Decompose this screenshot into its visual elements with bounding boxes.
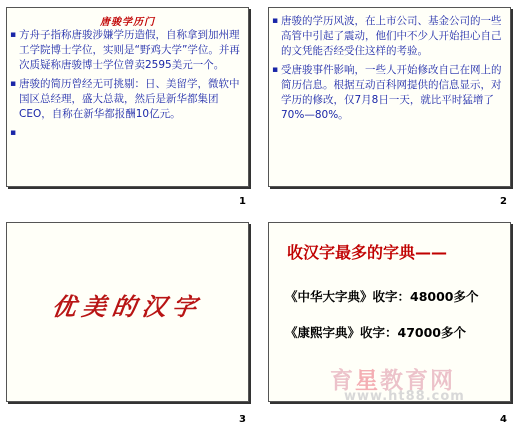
slide-number: 1 bbox=[239, 196, 246, 207]
bullet-icon: ▪ bbox=[272, 65, 279, 75]
watermark-text: 育 bbox=[330, 368, 355, 394]
bullet-item bbox=[272, 14, 504, 59]
slide-2-thumbnail[interactable] bbox=[268, 7, 511, 187]
bullet-item bbox=[10, 77, 242, 122]
bullet-icon: ▪ bbox=[10, 30, 17, 40]
slide-2-bullet-list bbox=[272, 14, 504, 127]
bullet-icon: ▪ bbox=[10, 79, 17, 89]
bullet-item bbox=[10, 28, 242, 73]
slide-4-heading: 收汉字最多的字典—— bbox=[287, 243, 448, 262]
slide-number: 4 bbox=[500, 414, 507, 425]
bullet-item bbox=[272, 63, 504, 123]
slide-3-thumbnail[interactable] bbox=[6, 222, 249, 402]
bullet-text: 受唐骏事件影响，一些人开始修改自己在网上的简历信息。根据互动百科网提供的信息显示，对学历的修改，仅7月8日一天，就比平时猛增了70%—80%。 bbox=[281, 64, 502, 121]
slide-1-thumbnail[interactable] bbox=[6, 7, 249, 187]
dictionary-line: 《中华大字典》收字：48000多个 bbox=[285, 289, 479, 304]
bullet-text: 唐骏的简历曾经无可挑剔：日、美留学，微软中国区总经理，盛大总裁，然后是新华都集团CEO，自称在新华都报酬10亿元。 bbox=[19, 78, 240, 120]
watermark-url: www.ht88.com bbox=[344, 389, 465, 404]
bullet-icon: ▪ bbox=[10, 128, 17, 138]
slide-number: 2 bbox=[500, 196, 507, 207]
slide-3-title: 优美的汉字 bbox=[50, 292, 205, 321]
slide-1-title: 唐骏学历门 bbox=[100, 17, 155, 28]
bullet-text: 方舟子指称唐骏涉嫌学历造假，自称拿到加州理工学院博士学位，实则是“野鸡大学”学位。并再次质疑称唐骏博士学位曾卖2595美元一个。 bbox=[19, 29, 240, 71]
dictionary-line: 《康熙字典》收字：47000多个 bbox=[285, 325, 466, 340]
slide-1-bullet-list bbox=[10, 28, 242, 138]
watermark-text: 教育网 bbox=[380, 368, 455, 394]
bullet-text: 唐骏的学历风波，在上市公司、基金公司的一些高管中引起了震动，他们中不少人开始担心自己的文凭能否经受住这样的考验。 bbox=[281, 15, 502, 57]
watermark-text: 星 bbox=[355, 368, 380, 394]
slide-number: 3 bbox=[239, 414, 246, 425]
bullet-icon: ▪ bbox=[272, 16, 279, 26]
